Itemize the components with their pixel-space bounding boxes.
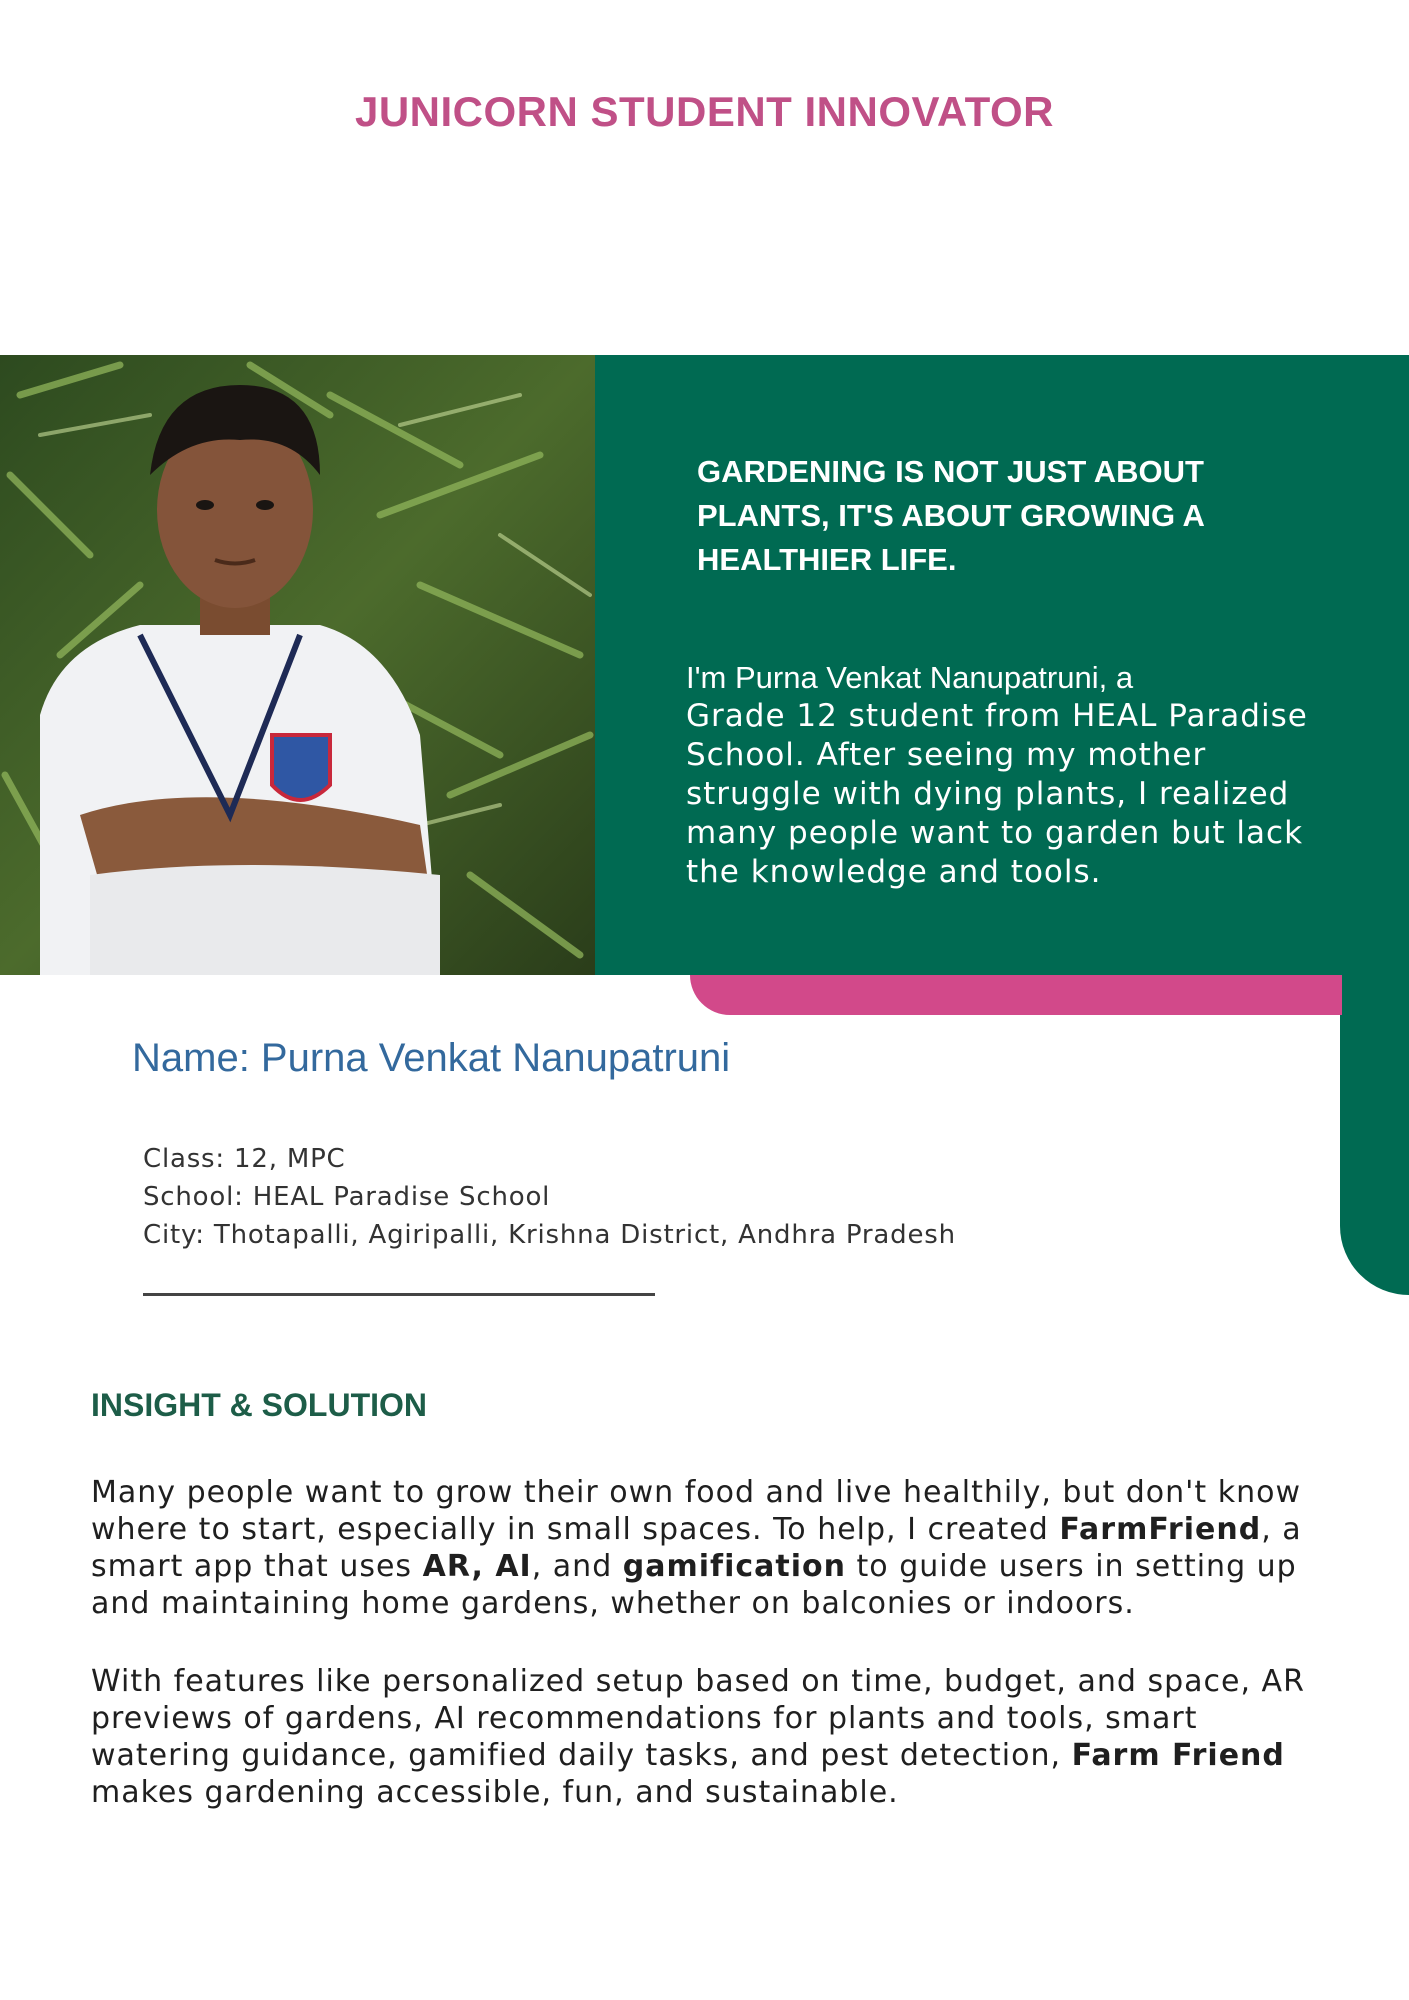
p1-text-a: Many people want to grow their own food and live healthily, but don't know where to start, especially in small spaces. To help, I created xyxy=(91,1475,1302,1547)
student-photo xyxy=(0,355,595,975)
bio-rest: Grade 12 student from HEAL Paradise School. After seeing my mother struggle with dying plants, I realized many people want to garden but lack the knowledge and tools. xyxy=(686,698,1308,890)
page-title: JUNICORN STUDENT INNOVATOR xyxy=(354,88,1055,135)
student-details xyxy=(143,1140,956,1254)
insight-paragraph-2 xyxy=(91,1663,1331,1811)
p1-bold-gamification: gamification xyxy=(622,1549,846,1584)
p1-text-c: , a smart app that uses xyxy=(91,1512,1302,1584)
p1-text-g: to guide users in setting up and maintaining home gardens, whether on balconies or indoors. xyxy=(91,1549,1297,1621)
class-line: Class: 12, MPC xyxy=(143,1144,346,1174)
p2-text-c: makes gardening accessible, fun, and sustainable. xyxy=(91,1775,899,1810)
pink-accent-bar xyxy=(690,975,1342,1015)
p1-bold-farmfriend: FarmFriend xyxy=(1059,1512,1262,1547)
school-line: School: HEAL Paradise School xyxy=(143,1182,551,1212)
student-portrait-icon xyxy=(0,355,595,975)
bio-text xyxy=(686,658,1336,892)
section-heading: INSIGHT & SOLUTION xyxy=(91,1387,427,1423)
insight-paragraph-1 xyxy=(91,1474,1331,1622)
city-line: City: Thotapalli, Agiripalli, Krishna District, Andhra Pradesh xyxy=(143,1220,956,1250)
quote-text: GARDENING IS NOT JUST ABOUT PLANTS, IT'S ABOUT GROWING A HEALTHIER LIFE. xyxy=(697,454,1204,577)
student-name: Name: Purna Venkat Nanupatruni xyxy=(132,1036,731,1080)
divider xyxy=(143,1293,655,1296)
p1-bold-ar-ai: AR, AI xyxy=(422,1549,532,1584)
p2-bold-farm-friend: Farm Friend xyxy=(1071,1738,1285,1773)
bio-lead: I'm Purna Venkat Nanupatruni, a xyxy=(686,660,1134,695)
p1-text-e: , and xyxy=(531,1549,623,1584)
p2-text-a: With features like personalized setup based on time, budget, and space, AR previews of gardens, AI recommendations for plants and tools, smart watering guidance, gamified daily tasks, and pest detection, xyxy=(91,1664,1305,1773)
green-panel-tail xyxy=(1340,960,1409,1295)
